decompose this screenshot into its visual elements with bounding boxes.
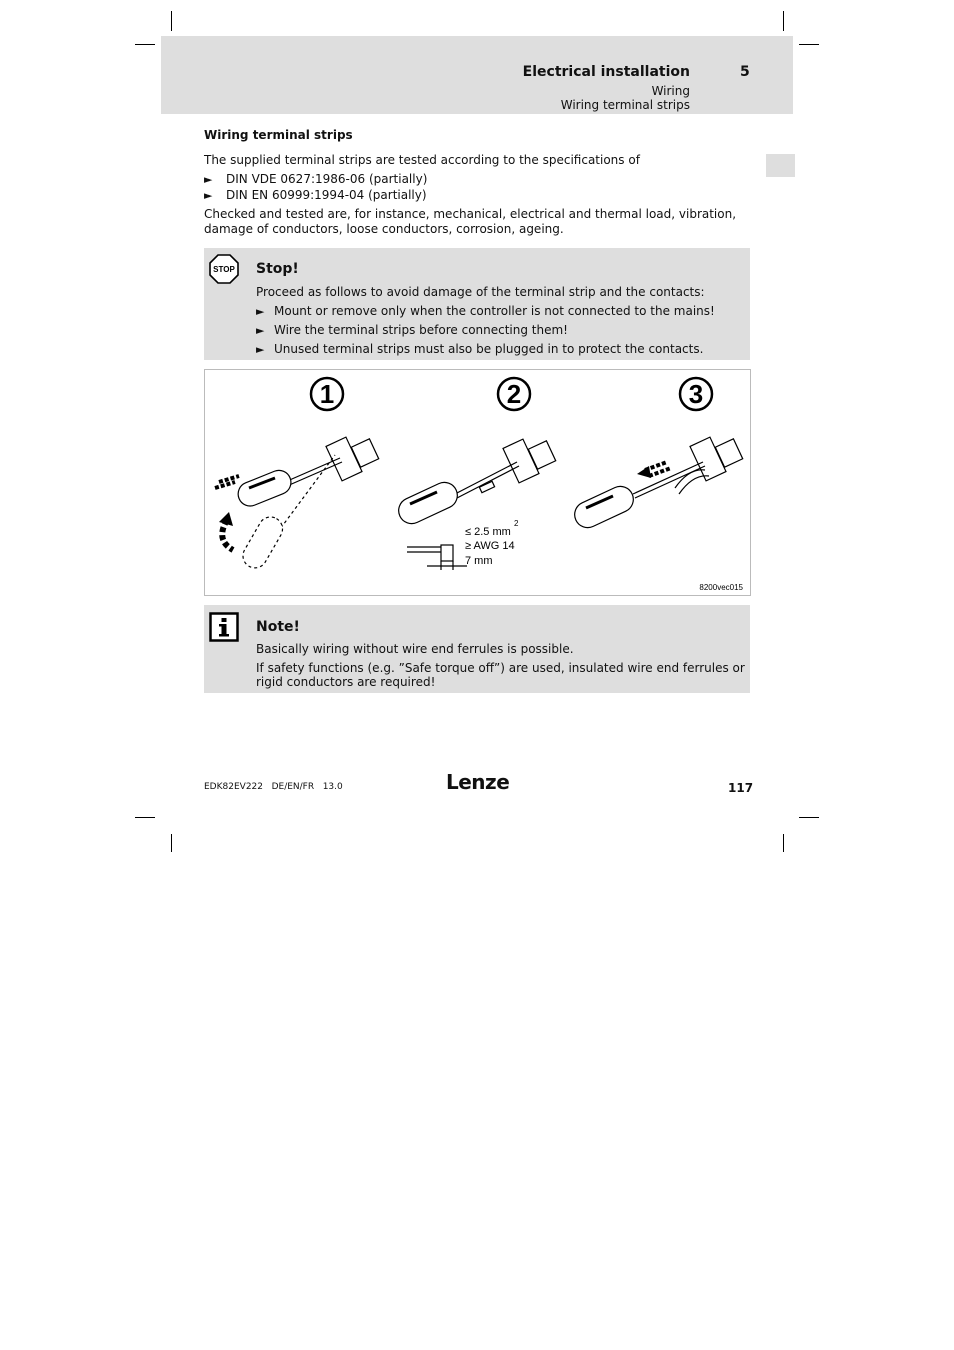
chapter-side-tab	[766, 154, 795, 177]
bullet-arrow-icon: ►	[204, 173, 213, 186]
strip-length-label: 7 mm	[465, 555, 493, 567]
breadcrumb-section: Wiring	[651, 84, 690, 98]
crop-mark	[799, 44, 819, 45]
crop-mark	[799, 817, 819, 818]
standard-text: DIN VDE 0627:1986-06 (partially)	[226, 172, 428, 186]
breadcrumb-subsection: Wiring terminal strips	[560, 98, 690, 112]
section-heading: Wiring terminal strips	[204, 128, 353, 142]
note-box	[204, 605, 750, 693]
wire-gauge-awg: ≥ AWG 14	[465, 540, 515, 552]
wire-gauge-max: ≤ 2.5 mm	[465, 526, 511, 538]
stop-list-item	[256, 304, 715, 318]
chapter-number: 5	[740, 64, 750, 80]
panel-3-drawing	[570, 437, 742, 532]
step-3-marker	[680, 378, 712, 410]
stop-item-text: Mount or remove only when the controller is not connected to the mains!	[274, 304, 715, 318]
note-line-1: Basically wiring without wire end ferrules is possible.	[256, 642, 574, 656]
stop-list-item	[256, 342, 703, 356]
bullet-arrow-icon: ►	[256, 343, 265, 356]
bullet-arrow-icon: ►	[256, 305, 265, 318]
document-id: EDK82EV222 DE/EN/FR 13.0	[204, 782, 343, 792]
tested-paragraph: Checked and tested are, for instance, mechanical, electrical and thermal load, vibration, damage of conductors, loose conductors, corrosion, ageing.	[204, 207, 737, 236]
figure-id: 8200vec015	[699, 583, 743, 592]
stop-intro: Proceed as follows to avoid damage of the terminal strip and the contacts:	[256, 285, 705, 299]
info-icon	[209, 612, 239, 642]
step-1-marker	[311, 378, 343, 410]
crop-mark	[135, 817, 155, 818]
header-band	[161, 36, 793, 114]
stop-list-item	[256, 323, 568, 337]
note-line-2: If safety functions (e.g. ”Safe torque off”) are used, insulated wire end ferrules or rigid conductors are required!	[256, 661, 745, 689]
intro-paragraph: The supplied terminal strips are tested according to the specifications of	[204, 153, 640, 167]
stop-item-text: Wire the terminal strips before connecting them!	[274, 323, 568, 337]
step-2-marker	[498, 378, 530, 410]
stop-item-text: Unused terminal strips must also be plugged in to protect the contacts.	[274, 342, 704, 356]
stop-title: Stop!	[256, 261, 299, 277]
crop-mark	[171, 11, 172, 31]
bullet-arrow-icon: ►	[256, 324, 265, 337]
bullet-arrow-icon: ►	[204, 189, 213, 202]
stop-icon-label: STOP	[213, 265, 235, 274]
chapter-title: Electrical installation	[522, 64, 690, 80]
crop-mark	[171, 834, 172, 852]
standard-list-item	[204, 188, 427, 203]
crop-mark	[135, 44, 155, 45]
wiring-illustration	[205, 370, 750, 595]
lenze-logo: Lenze	[446, 770, 510, 794]
stop-icon	[209, 254, 239, 284]
note-title: Note!	[256, 619, 300, 635]
step-2-number: 2	[506, 379, 522, 409]
wire-gauge-unit-superscript: 2	[514, 519, 519, 528]
step-1-number: 1	[319, 379, 335, 409]
standard-text: DIN EN 60999:1994-04 (partially)	[226, 188, 427, 202]
page-number: 117	[728, 781, 754, 795]
crop-mark	[783, 11, 784, 31]
wiring-figure	[204, 369, 751, 596]
step-3-number: 3	[688, 379, 704, 409]
panel-1-drawing	[215, 437, 379, 572]
crop-mark	[783, 834, 784, 852]
stop-box	[204, 248, 750, 360]
standard-list-item	[204, 172, 427, 187]
panel-2-drawing	[394, 439, 555, 570]
